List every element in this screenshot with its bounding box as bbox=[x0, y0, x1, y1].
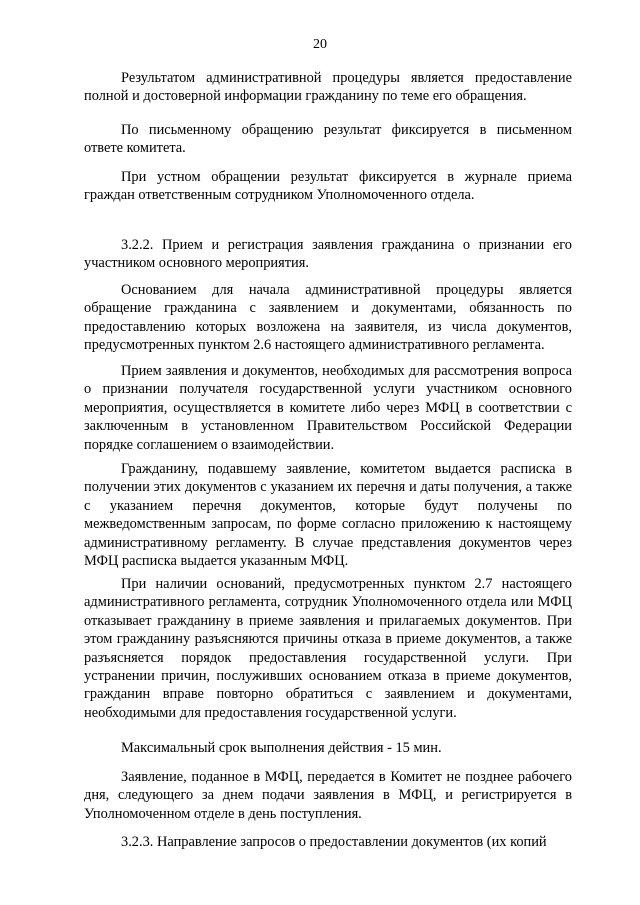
paragraph-grounds: Основанием для начала административной процедуры является обращение гражданина с заявлением и документами, обязанность по предоставлению которых возложена на заявителя, из числа документов, предусмотренных пунктом 2.6 настоящего административного регламента. bbox=[84, 282, 572, 354]
section-heading-3-2-2: 3.2.2. Прием и регистрация заявления гражданина о признании его участником основного мероприятия. bbox=[84, 237, 572, 272]
section-heading-3-2-3: 3.2.3. Направление запросов о предоставлении документов (их копий bbox=[121, 834, 547, 850]
paragraph-refusal: При наличии оснований, предусмотренных пунктом 2.7 настоящего административного регламента, сотрудник Уполномоченного отдела или МФЦ отказывает гражданину в приеме заявления и прилагаемых документов. При этом гражданину разъясняются причины отказа в приеме документов, а также разъясняется порядок предоставления государственной услуги. При устранении причин, послуживших основанием отказа в приеме документов, гражданин вправе повторно обратиться с заявлением и документами, необходимыми для предоставления государственной услуги. bbox=[84, 576, 572, 721]
paragraph-max-time: Максимальный срок выполнения действия - 15 мин. bbox=[121, 740, 442, 756]
paragraph-oral-appeal: При устном обращении результат фиксируется в журнале приема граждан ответственным сотрудником Уполномоченного отдела. bbox=[84, 169, 572, 204]
paragraph-mfc-transfer: Заявление, поданное в МФЦ, передается в Комитет не позднее рабочего дня, следующего за днем подачи заявления в МФЦ, и регистрируется в Уполномоченном отделе в день поступления. bbox=[84, 769, 572, 822]
paragraph-result-info: Результатом административной процедуры является предоставление полной и достоверной информации гражданину по теме его обращения. bbox=[84, 70, 572, 105]
page-number: 20 bbox=[313, 37, 327, 52]
paragraph-receipt: Гражданину, подавшему заявление, комитетом выдается расписка в получении этих документов с указанием их перечня и даты получения, а также с указанием перечня документов, которые будут получены по межведомственным запросам, по форме согласно приложению к настоящему административному регламенту. В случае представления документов через МФЦ расписка выдается указанным МФЦ. bbox=[84, 461, 572, 570]
paragraph-written-appeal: По письменному обращению результат фиксируется в письменном ответе комитета. bbox=[84, 122, 572, 157]
paragraph-reception-documents: Прием заявления и документов, необходимых для рассмотрения вопроса о признании получателя государственной услуги участником основного мероприятия, осуществляется в комитете либо через МФЦ в соответствии с заключенным в установленном Правительством Российской Федерации порядке соглашением о взаимодействии. bbox=[84, 363, 572, 453]
